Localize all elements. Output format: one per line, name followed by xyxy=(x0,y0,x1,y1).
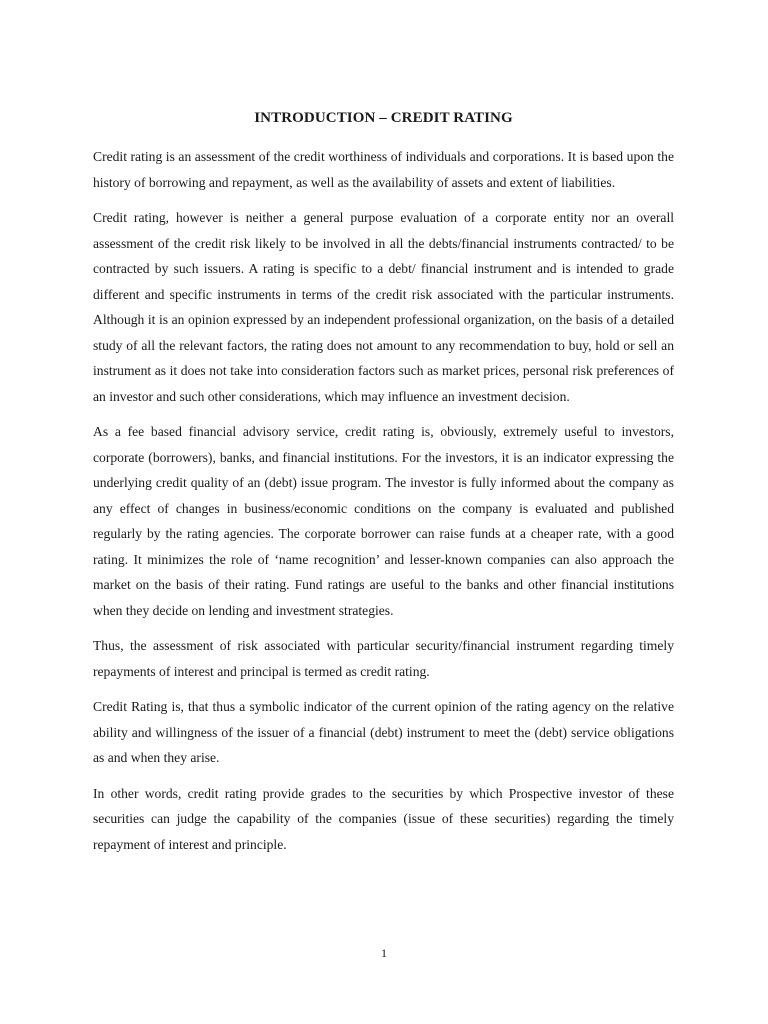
paragraph-symbolic-indicator: Credit Rating is, that thus a symbolic indicator of the current opinion of the rating agency on the relative ability and willingness of the issuer of a financial (debt) instrument to meet the (debt) service obligations as and when they arise. xyxy=(93,699,674,765)
page-number: 1 xyxy=(381,946,387,960)
document-title: INTRODUCTION – CREDIT RATING xyxy=(254,110,513,126)
paragraph-summary: Thus, the assessment of risk associated with particular security/financial instrument regarding timely repayments of interest and principal is termed as credit rating. xyxy=(93,638,674,679)
paragraph-definition: Credit rating is an assessment of the credit worthiness of individuals and corporations. It is based upon the history of borrowing and repayment, as well as the availability of assets and extent of liabilities. xyxy=(93,149,674,190)
paragraph-usefulness: As a fee based financial advisory service, credit rating is, obviously, extremely useful to investors, corporate (borrowers), banks, and financial institutions. For the investors, it is an indicator expressing the underlying credit quality of an (debt) issue program. The investor is fully informed about the company as any effect of changes in business/economic conditions on the company is evaluated and published regularly by the rating agencies. The corporate borrower can raise funds at a cheaper rate, with a good rating. It minimizes the role of ‘name recognition’ and lesser-known companies can also approach the market on the basis of their rating. Fund ratings are useful to the banks and other financial institutions when they decide on lending and investment strategies. xyxy=(93,424,674,618)
paragraph-other-words: In other words, credit rating provide grades to the securities by which Prospective investor of these securities can judge the capability of the companies (issue of these securities) regarding the timely repayment of interest and principle. xyxy=(93,785,674,852)
paragraph-scope: Credit rating, however is neither a general purpose evaluation of a corporate entity nor an overall assessment of the credit risk likely to be involved in all the debts/financial instruments contracted/ to be contracted by such issuers. A rating is specific to a debt/ financial instrument and is intended to grade different and specific instruments in terms of the credit risk associated with the particular instruments. Although it is an opinion expressed by an independent professional organization, on the basis of a detailed study of all the relevant factors, the rating does not amount to any recommendation to buy, hold or sell an instrument as it does not take into consideration factors such as market prices, personal risk preferences of an investor and such other considerations, which may influence an investment decision. xyxy=(93,210,674,404)
document-body xyxy=(93,107,674,867)
